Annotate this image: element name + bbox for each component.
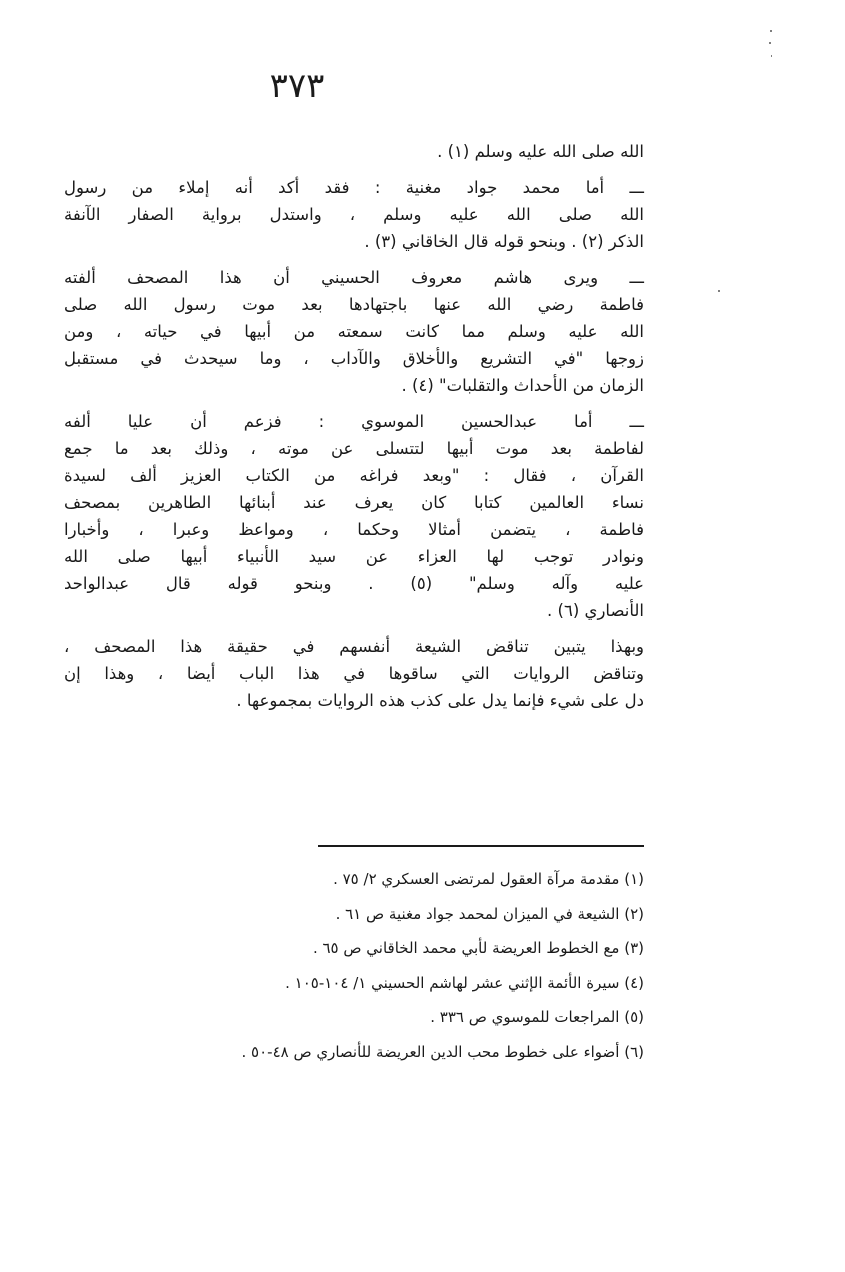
text-line: وبهذا يتبين تناقض الشيعة أنفسهم في حقيقة هذا المصحف ، xyxy=(64,637,644,656)
footnote: (٢) الشيعة في الميزان لمحمد جواد مغنية ص ٦١ . xyxy=(335,904,644,923)
text-line: الذكر (٢) . وبنحو قوله قال الخاقاني (٣) . xyxy=(364,232,644,251)
paragraph xyxy=(64,138,644,165)
text-line: دل على شيء فإنما يدل على كذب هذه الروايات بمجموعها . xyxy=(236,691,644,710)
text-line: الله صلى الله عليه وسلم ، واستدل برواية الصفار الآنفة xyxy=(64,205,644,224)
text-line: لفاطمة بعد موت أبيها لتتسلى عن موته ، وذلك بعد ما جمع xyxy=(64,439,644,458)
footnotes xyxy=(60,862,644,1070)
footnote: (٥) المراجعات للموسوي ص ٣٣٦ . xyxy=(430,1008,644,1027)
scan-speck xyxy=(769,42,771,44)
text-line: ـــ أما محمد جواد مغنية : فقد أكد أنه إملاء من رسول xyxy=(64,178,644,197)
footnote: (٦) أضواء على خطوط محب الدين العريضة للأنصاري ص ٤٨-٥٠ . xyxy=(241,1042,644,1061)
text-line: فاطمة ، يتضمن أمثالا وحكما ، ومواعظ وعبرا ، وأخبارا xyxy=(64,520,644,539)
main-text xyxy=(64,138,644,714)
text-line: القرآن ، فقال : "وبعد فراغه من الكتاب العزيز ألف لسيدة xyxy=(64,466,644,485)
text-line: الزمان من الأحداث والتقلبات" (٤) . xyxy=(401,376,644,395)
text-line: الله عليه وسلم مما كانت سمعته من أبيها في حياته ، ومن xyxy=(64,322,644,341)
text-line: ونوادر توجب لها العزاء عن سيد الأنبياء أبيها صلى الله xyxy=(64,547,644,566)
paragraph xyxy=(64,633,644,714)
scan-speck xyxy=(771,55,772,57)
text-line: عليه وآله وسلم" (٥) . وبنحو قوله قال عبدالواحد xyxy=(64,574,645,593)
text-line: ـــ أما عبدالحسين الموسوي : فزعم أن عليا ألفه xyxy=(64,412,644,431)
paragraph xyxy=(64,174,644,255)
footnote-divider xyxy=(318,845,644,847)
paragraph xyxy=(64,264,644,399)
text-line: فاطمة رضي الله عنها باجتهادها بعد موت رسول الله صلى xyxy=(64,295,644,314)
text-line: نساء العالمين كتابا كان يعرف عند أبنائها الطاهرين بمصحف xyxy=(64,493,644,512)
footnote: (٣) مع الخطوط العريضة لأبي محمد الخاقاني ص ٦٥ . xyxy=(312,939,644,958)
text-line: الله صلى الله عليه وسلم (١) . xyxy=(437,142,644,161)
text-line: زوجها "في التشريع والأخلاق والآداب ، وما سيحدث في مستقبل xyxy=(64,349,644,368)
text-line: الأنصاري (٦) . xyxy=(547,601,644,620)
scan-speck xyxy=(770,30,772,32)
scan-speck xyxy=(718,290,720,292)
paragraph xyxy=(64,408,644,624)
footnote: (٤) سيرة الأئمة الإثني عشر لهاشم الحسيني ١/ ١٠٤-١٠٥ . xyxy=(285,973,644,992)
footnote: (١) مقدمة مرآة العقول لمرتضى العسكري ٢/ ٧٥ . xyxy=(333,870,644,888)
text-line: وتناقض الروايات التي ساقوها في هذا الباب أيضا ، وهذا إن xyxy=(64,664,644,683)
page-number: ٣٧٣ xyxy=(269,66,325,106)
text-line: ـــ ويرى هاشم معروف الحسيني أن هذا المصحف ألفته xyxy=(64,268,644,287)
